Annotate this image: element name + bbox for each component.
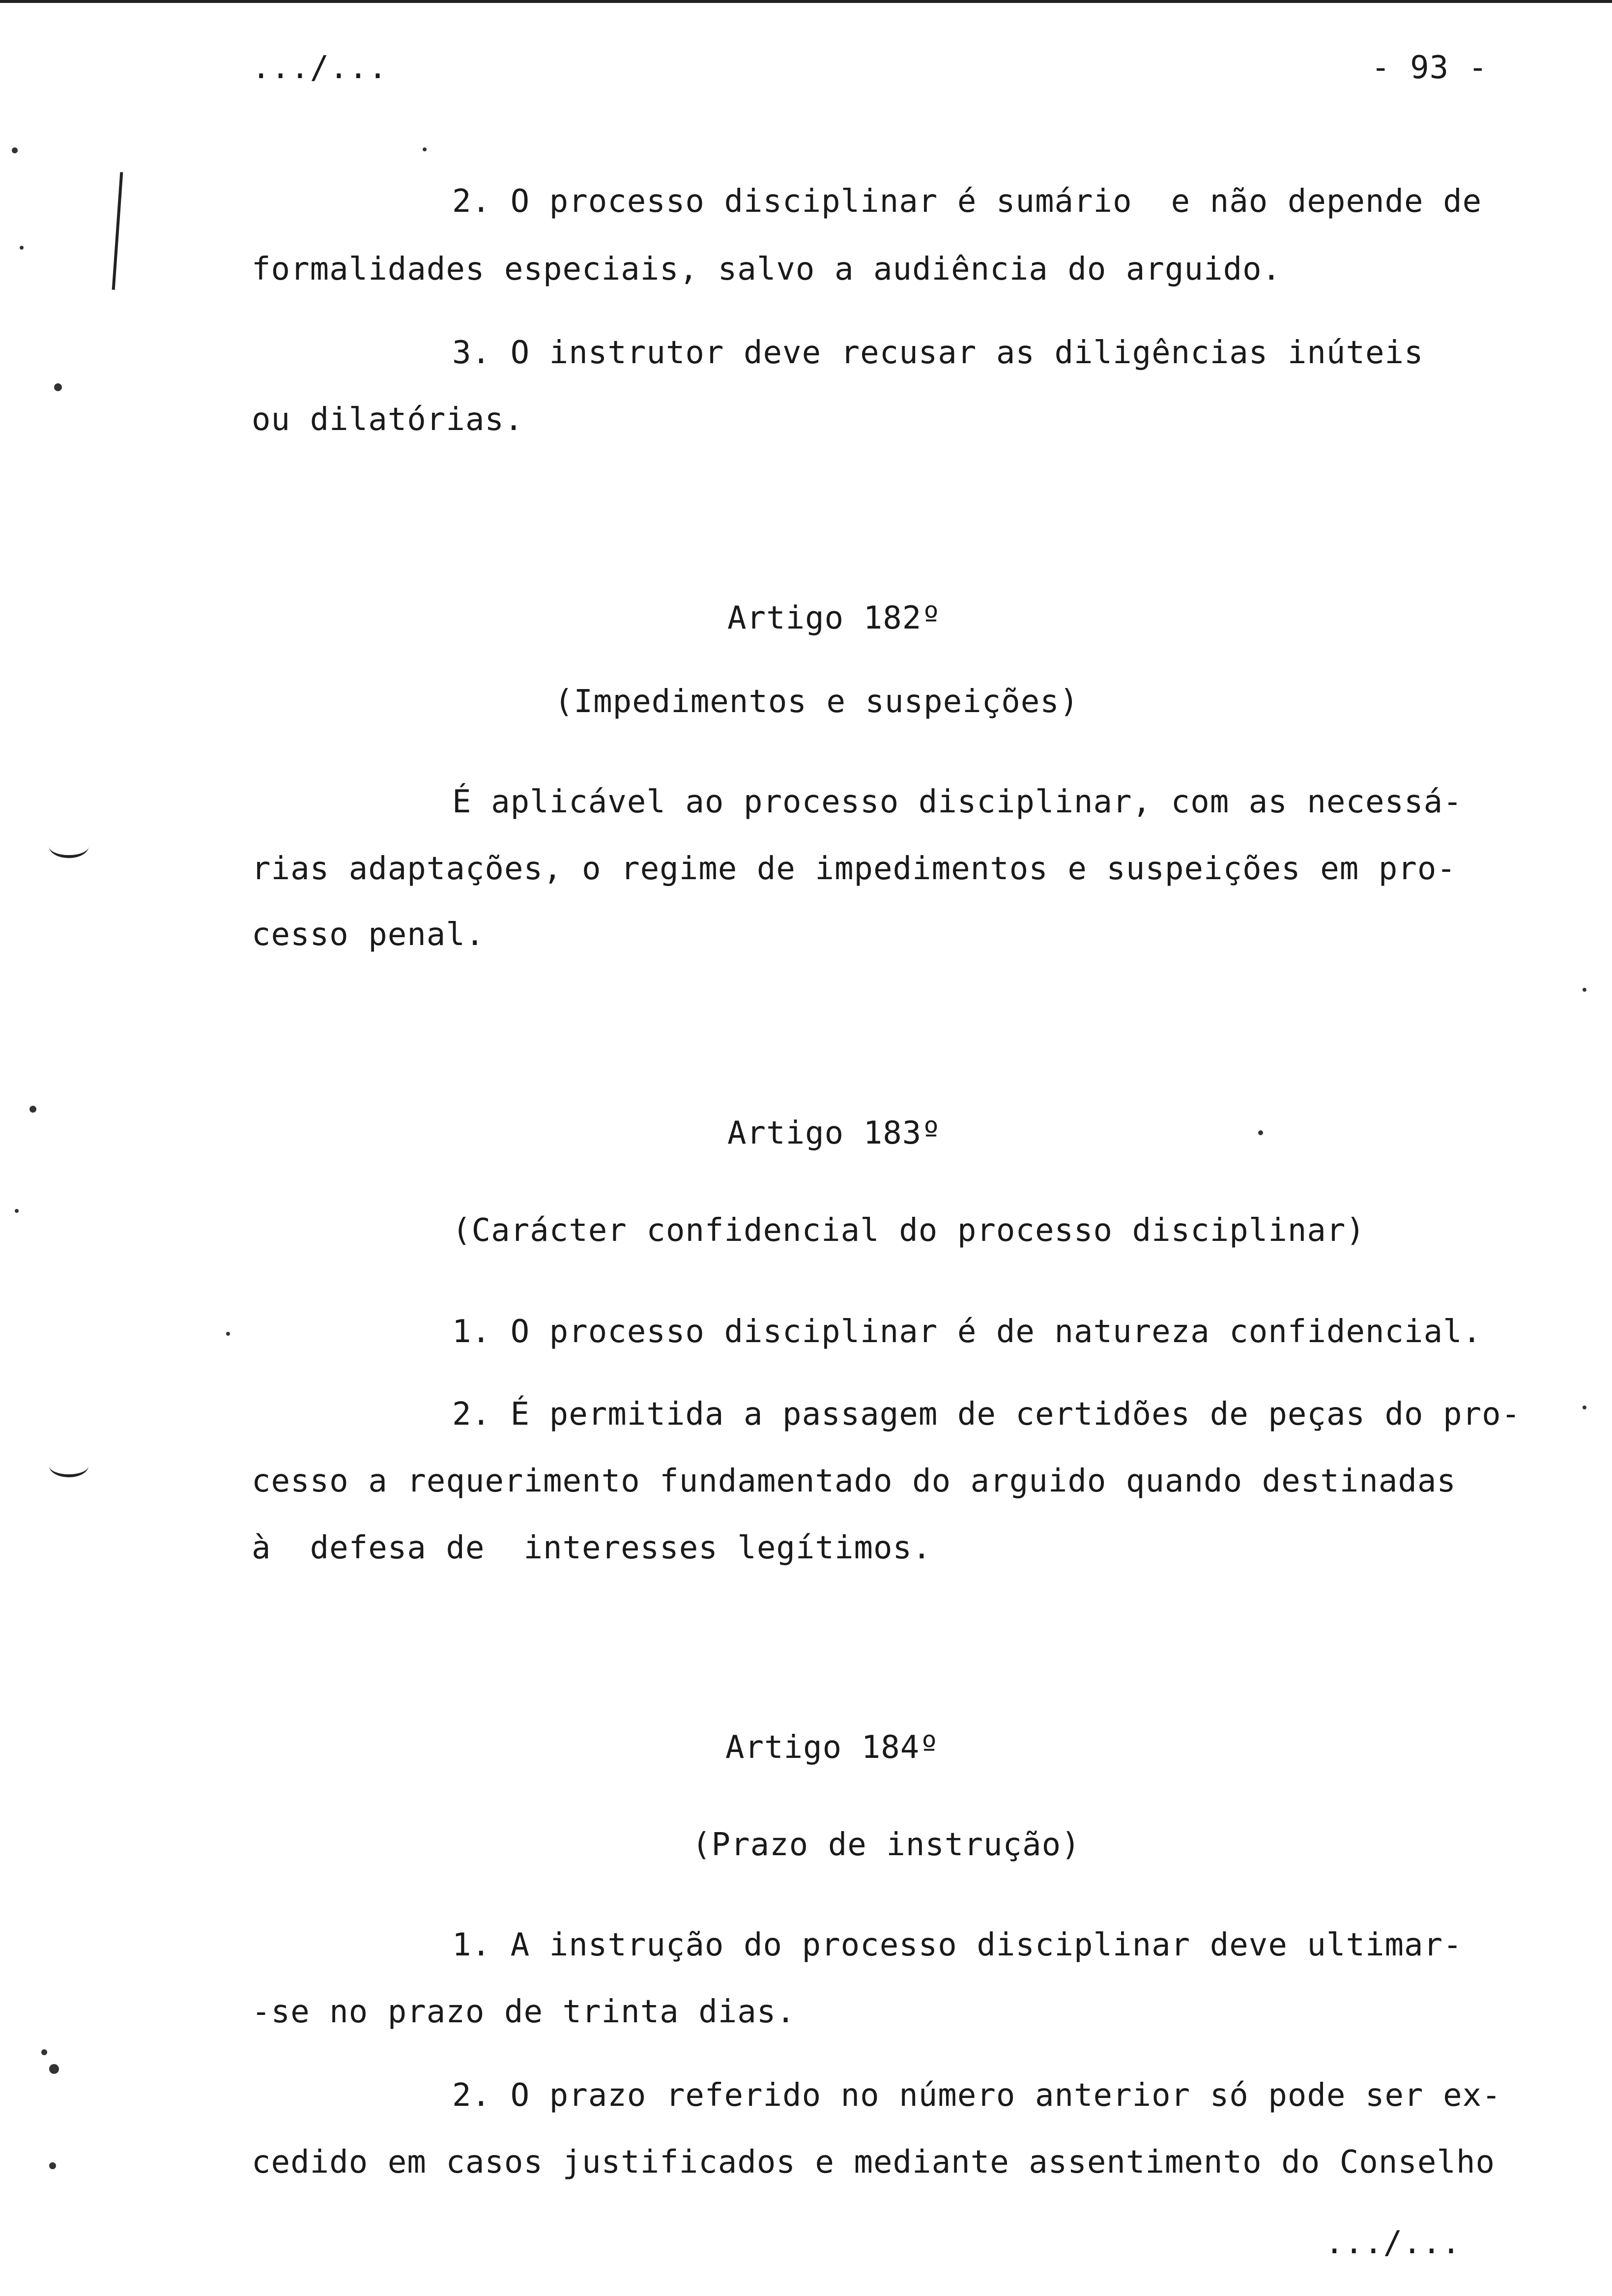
- paragraph-item-2-line-2: formalidades especiais, salvo a audiência do arguido.: [252, 251, 1282, 287]
- scan-speck: [41, 2049, 47, 2055]
- scan-speck: [49, 2162, 56, 2169]
- scan-speck: [1258, 1130, 1263, 1135]
- scan-speck: [20, 246, 24, 250]
- scan-speck: [54, 383, 62, 391]
- article-184-item-1-line-2: -se no prazo de trinta dias.: [252, 1994, 796, 2030]
- top-border-line: [0, 0, 1612, 3]
- margin-binding-hole-mark: [49, 1455, 88, 1477]
- article-183-title: Artigo 183º: [727, 1115, 941, 1151]
- margin-binding-hole-mark: [49, 835, 88, 858]
- article-182-subtitle: (Impedimentos e suspeições): [554, 684, 1079, 720]
- article-184-subtitle: (Prazo de instrução): [692, 1827, 1081, 1863]
- article-182-paragraph-line-2: rias adaptações, o regime de impedimentos e suspeições em pro-: [252, 851, 1456, 887]
- scan-speck: [49, 2064, 59, 2074]
- article-182-title: Artigo 182º: [727, 600, 941, 636]
- article-184-item-2-line-2: cedido em casos justificados e mediante assentimento do Conselho: [252, 2144, 1495, 2181]
- scan-speck: [29, 1106, 36, 1113]
- article-183-item-2-line-3: à defesa de interesses legítimos.: [252, 1530, 932, 1566]
- scan-speck: [423, 147, 427, 151]
- margin-pen-stroke: [112, 172, 123, 290]
- continuation-mark-top: .../...: [252, 50, 388, 86]
- scan-speck: [1583, 1406, 1586, 1409]
- article-184-item-2-line-1: 2. O prazo referido no número anterior só pode ser ex-: [452, 2077, 1501, 2114]
- scan-speck: [12, 147, 18, 153]
- article-183-item-1: 1. O processo disciplinar é de natureza confidencial.: [452, 1314, 1482, 1350]
- paragraph-item-2-line-1: 2. O processo disciplinar é sumário e não depende de: [452, 183, 1482, 220]
- scan-speck: [1583, 988, 1586, 992]
- article-184-item-1-line-1: 1. A instrução do processo disciplinar deve ultimar-: [452, 1927, 1463, 1963]
- article-183-subtitle: (Carácter confidencial do processo disciplinar): [452, 1212, 1365, 1249]
- article-184-title: Artigo 184º: [725, 1729, 939, 1766]
- scan-speck: [226, 1332, 230, 1336]
- article-183-item-2-line-2: cesso a requerimento fundamentado do arguido quando destinadas: [252, 1463, 1456, 1499]
- paragraph-item-3-line-1: 3. O instrutor deve recusar as diligências inúteis: [452, 335, 1424, 371]
- article-182-paragraph-line-1: É aplicável ao processo disciplinar, com as necessá-: [452, 784, 1463, 820]
- scan-speck: [15, 1209, 19, 1213]
- article-182-paragraph-line-3: cesso penal.: [252, 917, 485, 953]
- paragraph-item-3-line-2: ou dilatórias.: [252, 402, 524, 438]
- page-number: - 93 -: [1371, 50, 1488, 86]
- article-183-item-2-line-1: 2. É permitida a passagem de certidões de peças do pro-: [452, 1396, 1521, 1433]
- continuation-mark-bottom: .../...: [1325, 2225, 1461, 2261]
